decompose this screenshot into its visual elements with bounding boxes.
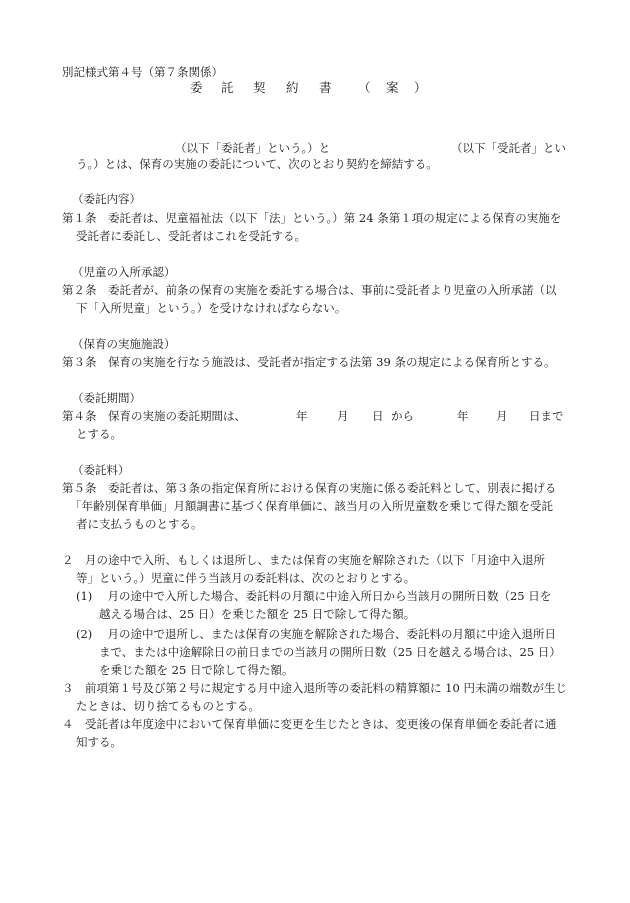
title-char: 約 — [286, 80, 299, 95]
article1-line1: 第１条 委託者は、児童福祉法（以下「法」という。）第 24 条第１項の規定による保育の実施を — [62, 211, 562, 225]
preamble-line2: う。）とは、保育の実施の委託について、次のとおり契約を締結する。 — [76, 157, 438, 171]
article4-from: から — [391, 409, 414, 423]
paragraph4-line2: 知する。 — [76, 735, 122, 749]
article4-year2: 年 — [457, 409, 469, 423]
paragraph2-item2-line1: (2) 月の途中で退所し、または保育の実施を解除された場合、委託料の月額に中途入退所日 — [76, 627, 556, 641]
preamble-line1-a: （以下「委託者」という。）と — [175, 141, 331, 155]
paragraph2-line1: ２ 月の途中で入所、もしくは退所し、または保育の実施を解除された（以下「月途中入退所 — [62, 553, 545, 567]
article4-heading: （委託期間） — [72, 391, 141, 405]
paragraph2-item1-line2: 越える場合は、25 日）を乗じた額を 25 日で除して得た額。 — [99, 607, 416, 621]
article4-day2: 日まで — [529, 409, 564, 423]
article3-line1: 第３条 保育の実施を行なう施設は、受託者が指定する法第 39 条の規定による保育所とする。 — [62, 355, 556, 369]
article4-day1: 日 — [372, 409, 384, 423]
article5-heading: （委託料） — [72, 463, 130, 477]
paragraph2-item2-line2: まで、または中途解除日の前日までの当該月の開所日数（25 日を越える場合は、25 日） — [99, 645, 561, 659]
article5-line3: 者に支払うものとする。 — [76, 517, 203, 531]
paragraph2-item2-line3: を乗じた額を 25 日で除して得た額。 — [99, 663, 294, 677]
title-char: （ — [358, 80, 371, 95]
article4-line2: とする。 — [76, 427, 122, 441]
paragraph3-line1: ３ 前項第１号及び第２号に規定する月中途入退所等の委託料の精算額に 10 円未満の端数が生じ — [62, 681, 567, 695]
article5-line2: 「年齢別保育単価」月額調書に基づく保育単価に、該当月の入所児童数を乗じて得た額を受託 — [70, 499, 553, 513]
article5-line1: 第５条 委託者は、第３条の指定保育所における保育の実施に係る委託料として、別表に掲げる — [62, 481, 557, 495]
article3-heading: （保育の実施施設） — [72, 337, 176, 351]
title-char: 書 — [319, 80, 332, 95]
paragraph2-line2: 等」という。）児童に伴う当該月の委託料は、次のとおりとする。 — [76, 571, 416, 585]
title-char: 託 — [221, 80, 234, 95]
article2-heading: （児童の入所承認） — [72, 265, 176, 279]
preamble-line1-b: （以下「受託者」とい — [451, 141, 566, 155]
title-char: 契 — [253, 80, 266, 95]
article4-year1: 年 — [296, 409, 308, 423]
paragraph4-line1: ４ 受託者は年度途中において保育単価に変更を生じたときは、変更後の保育単価を委託者に通 — [62, 717, 557, 731]
paragraph2-item1-line1: (1) 月の途中で入所した場合、委託料の月額に中途入所日から当該月の開所日数（25 日を — [76, 589, 552, 603]
article4-month2: 月 — [496, 409, 508, 423]
article1-heading: （委託内容） — [72, 192, 141, 206]
article2-line2: 下「入所児童」という。）を受けなければならない。 — [76, 301, 347, 315]
title-char: 案 — [386, 80, 399, 95]
form-label: 別記様式第４号（第７条関係） — [62, 65, 223, 79]
title-char: ） — [414, 80, 427, 95]
article1-line2: 受託者に委託し、受託者はこれを受託する。 — [76, 229, 306, 243]
paragraph3-line2: たときは、切り捨てるものとする。 — [76, 699, 260, 713]
title-char: 委 — [190, 80, 203, 95]
article4-line1-a: 第４条 保育の実施の委託期間は、 — [62, 409, 246, 423]
article2-line1: 第２条 委託者が、前条の保育の実施を委託する場合は、事前に受託者より児童の入所承諾（以 — [62, 283, 557, 297]
article4-month1: 月 — [337, 409, 349, 423]
